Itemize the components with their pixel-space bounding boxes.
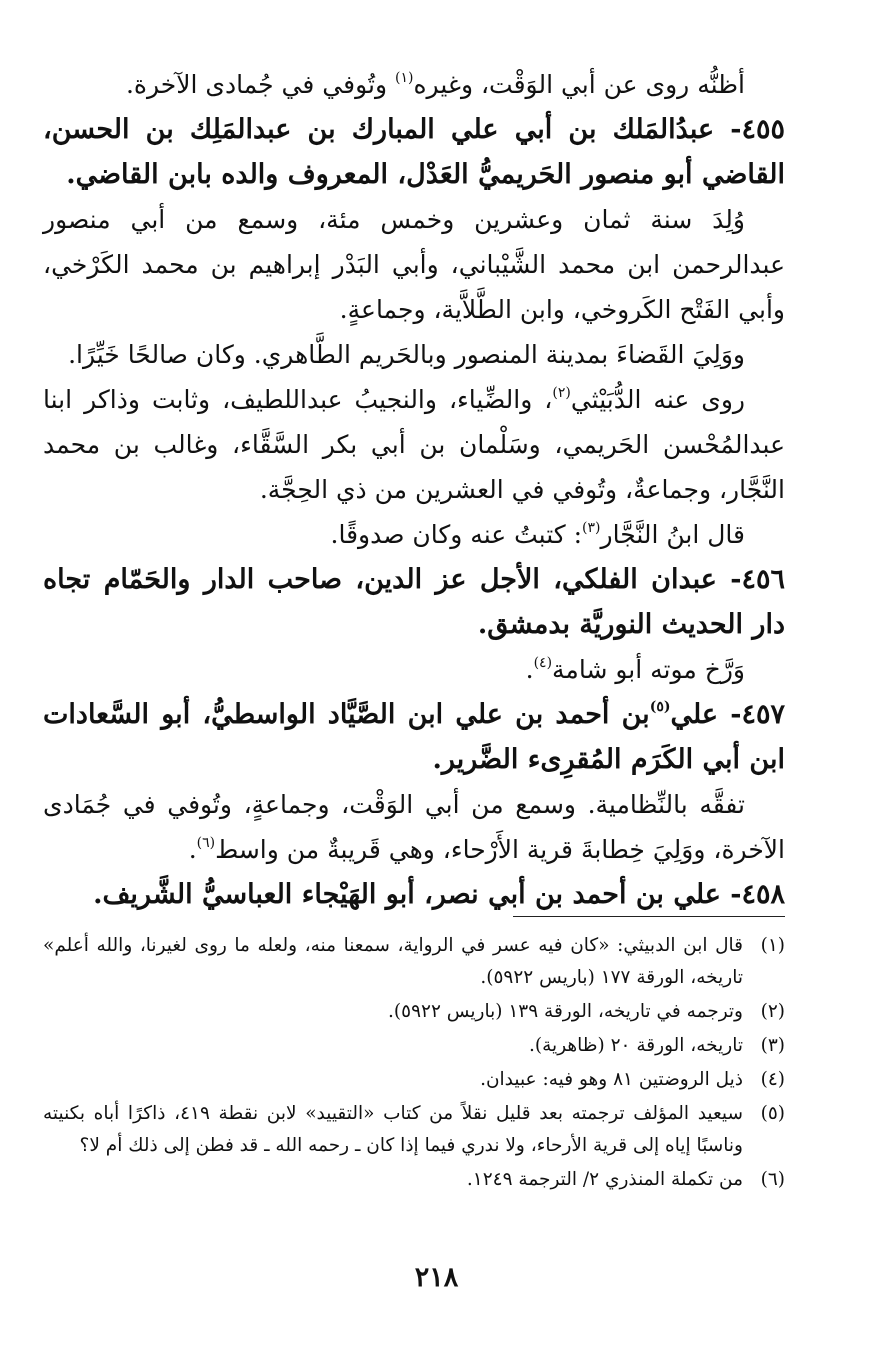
footnote-number: (٢) [760, 1001, 785, 1022]
footnote-ref: (٦) [196, 834, 216, 851]
entry-heading-455 [43, 107, 785, 197]
footnote-divider [513, 916, 785, 917]
footnote-number: (٥) [760, 1103, 785, 1124]
footnotes [43, 930, 785, 1198]
footnote-number: (١) [760, 935, 785, 956]
text-run: ، والضِّياء، والنجيبُ عبداللطيف، وثابت وذاكر ابنا عبدالمُحْسن الحَريمي، وسَلْمان بن أبي بكر السَّقَّاء، وغالب بن محمد النَّجَّار، وجماعةٌ، وتُوفي في العشرين من ذي الحِجَّة. [43, 385, 785, 504]
footnote-ref: (٢) [552, 384, 571, 401]
entry-title: عبدان الفلكي، الأجل عز الدين، صاحب الدار والحَمّام تجاه دار الحديث النوريَّة بدمشق. [43, 564, 785, 640]
entry-heading-458 [43, 872, 785, 917]
text-run: وَرَّخ موته أبو شامة [552, 655, 745, 684]
paragraph [43, 377, 785, 512]
text-run: . [525, 655, 534, 684]
text-run: أظنُّه روى عن أبي الوَقْت، وغيره [413, 70, 745, 99]
paragraph: وُلِدَ سنة ثمان وعشرين وخمس مئة، وسمع من أبي منصور عبدالرحمن ابن محمد الشَّيْباني، وأبي البَدْر إبراهيم بن محمد الكَرْخي، وأبي الفَتْح الكَروخي، وابن الطَّلاَّية، وجماعةٍ. [43, 205, 785, 324]
footnote-text: تاريخه، الورقة ٢٠ (ظاهرية). [529, 1035, 743, 1056]
footnote [43, 930, 785, 994]
page-number: ٢١٨ [414, 1262, 459, 1293]
footnote [43, 1164, 785, 1196]
footnote-ref: (١) [394, 69, 414, 86]
footnote [43, 996, 785, 1028]
main-text [43, 62, 785, 917]
paragraph [43, 647, 785, 692]
text-run: تفقَّه بالنِّظامية. وسمع من أبي الوَقْت، وجماعةٍ، وتُوفي في جُمَادى الآخرة، ووَلِيَ خِطابةَ قرية الأَرْحاء، وهي قَريبةٌ من واسط [43, 790, 785, 864]
text-run: قال ابنُ النَّجَّار [600, 520, 745, 549]
entry-title: علي بن أحمد بن أبي نصر، أبو الهَيْجاء العباسيُّ الشَّريف. [93, 879, 721, 910]
footnote-text: ذيل الروضتين ٨١ وهو فيه: عبيدان. [480, 1069, 743, 1090]
footnote-text: من تكملة المنذري ٢/ الترجمة ١٢٤٩. [466, 1169, 743, 1190]
entry-heading-456 [43, 557, 785, 647]
footnote-ref: (٥) [649, 699, 671, 715]
footnote [43, 1064, 785, 1096]
paragraph [43, 782, 785, 872]
paragraph [43, 62, 785, 107]
footnote-number: (٣) [760, 1035, 785, 1056]
entry-title: بن أحمد بن علي ابن الصَّيَّاد الواسطيُّ، أبو السَّعادات ابن أبي الكَرَم المُقرِىء الضَّرير. [43, 699, 785, 775]
footnote-text: وترجمه في تاريخه، الورقة ١٣٩ (باريس ٥٩٢٢). [388, 1001, 743, 1022]
footnote [43, 1030, 785, 1062]
entry-heading-457 [43, 692, 785, 782]
entry-number: ٤٥٥- [714, 114, 785, 145]
entry-number: ٤٥٦- [716, 564, 785, 595]
footnote [43, 1098, 785, 1162]
entry-number: ٤٥٧- [718, 699, 785, 730]
entry-title: عبدُالمَلك بن أبي علي المبارك بن عبدالمَلِك بن الحسن، القاضي أبو منصور الحَريميُّ العَدْل، المعروف والده بابن القاضي. [43, 114, 785, 190]
text-run: روى عنه الدُّبَيْثي [570, 385, 746, 414]
footnote-ref: (٤) [533, 654, 553, 671]
entry-title: علي [670, 699, 719, 730]
entry-number: ٤٥٨- [720, 879, 785, 910]
footnote-text: سيعيد المؤلف ترجمته بعد قليل نقلاً من كتاب «التقييد» لابن نقطة ٤١٩، ذاكرًا أباه بكنيته وناسبًا إياه إلى قرية الأرحاء، ولا ندري فيما إذا كان ـ رحمه الله ـ قد فطن إلى ذلك أم لا؟ [43, 1103, 744, 1156]
footnote-ref: (٣) [582, 519, 601, 536]
text-run: وتُوفي في جُمادى الآخرة. [125, 70, 395, 99]
text-run: . [188, 835, 197, 864]
footnote-text: قال ابن الدبيثي: «كان فيه عسر في الرواية، سمعنا منه، ولعله ما روى لغيرنا، والله أعلم» تاريخه، الورقة ١٧٧ (باريس ٥٩٢٢). [43, 935, 743, 988]
footnote-number: (٦) [760, 1169, 785, 1190]
paragraph [43, 512, 785, 557]
paragraph: ووَلِيَ القَضاءَ بمدينة المنصور وبالحَريم الطَّاهري. وكان صالحًا خَيِّرًا. [68, 340, 745, 369]
text-run: : كتبتُ عنه وكان صدوقًا. [330, 520, 583, 549]
footnote-number: (٤) [760, 1069, 785, 1090]
